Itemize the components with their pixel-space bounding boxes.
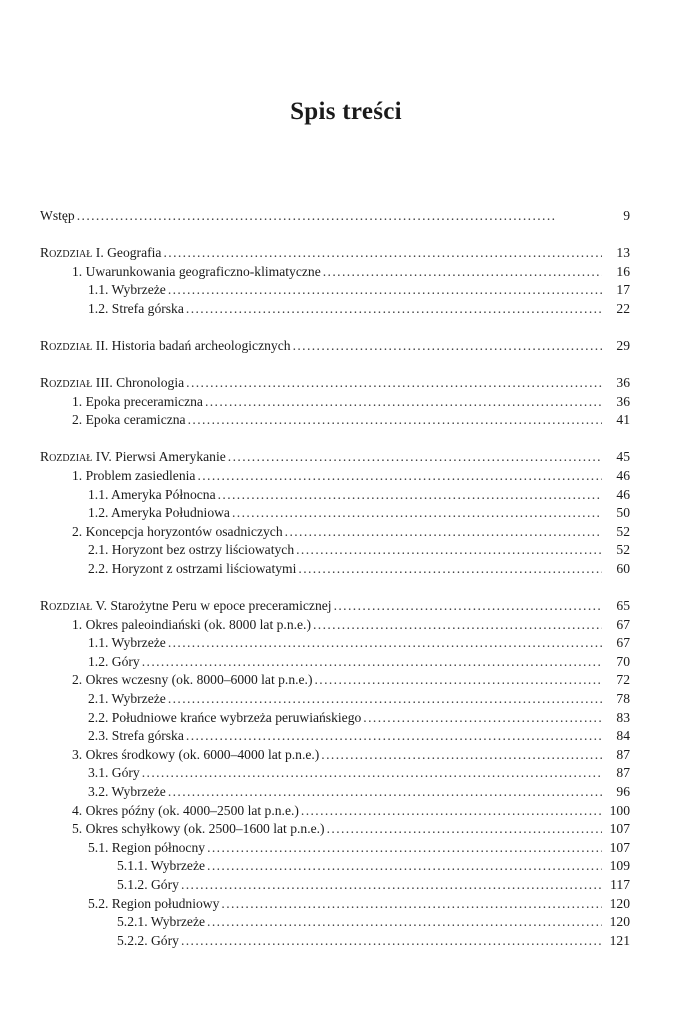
toc-entry-label: Wstęp	[40, 208, 75, 223]
dot-leader	[218, 486, 602, 505]
toc-page-number: 50	[616, 505, 630, 521]
dot-leader	[168, 281, 602, 300]
toc-subsection-entry	[40, 690, 630, 709]
dot-leader	[181, 932, 602, 951]
dot-leader	[186, 727, 602, 746]
toc-page-number: 78	[616, 690, 630, 706]
toc-entry-label: 2.1. Wybrzeże	[88, 690, 166, 706]
dot-leader	[77, 207, 602, 226]
toc-section-entry	[40, 467, 630, 486]
toc-page-number: 36	[616, 393, 630, 409]
toc-chapter-entry	[40, 337, 630, 356]
dot-leader	[168, 634, 602, 653]
toc-subsection-entry	[40, 764, 630, 783]
toc-section-entry	[40, 671, 630, 690]
toc-entry-label: 2.2. Horyzont z ostrzami liściowatymi	[88, 560, 297, 576]
toc-subsection-entry	[40, 486, 630, 505]
toc-subsubsection-entry	[40, 932, 630, 951]
toc-entry-label: 1.1. Ameryka Północna	[88, 486, 216, 502]
toc-entry-label: 5.1.1. Wybrzeże	[117, 858, 206, 874]
toc-page-number: 16	[616, 263, 630, 279]
toc-entry-label: 1.1. Wybrzeże	[88, 282, 166, 298]
toc-subsection-entry	[40, 541, 630, 560]
toc-subsection-entry	[40, 727, 630, 746]
toc-section-entry	[40, 820, 630, 839]
toc-page-number: 65	[616, 598, 630, 613]
toc-page-number: 13	[616, 245, 630, 261]
toc-page-number: 17	[616, 282, 630, 298]
toc-section-entry	[40, 393, 630, 412]
toc-entry-label: 5.1.2. Góry	[117, 876, 179, 892]
toc-subsubsection-entry	[40, 857, 630, 876]
dot-leader	[168, 690, 602, 709]
dot-leader	[293, 337, 602, 356]
toc-page-number: 46	[616, 486, 630, 502]
toc-entry-label: Rozdział III. Chronologia	[40, 375, 185, 391]
toc-entry-label: 2.1. Horyzont bez ostrzy liściowatych	[88, 542, 295, 558]
dot-leader	[205, 393, 602, 412]
toc-chapter-entry	[40, 597, 630, 616]
toc-entry-label: 5.2. Region południowy	[88, 895, 220, 911]
toc-section-entry	[40, 523, 630, 542]
toc-page-number: 84	[616, 728, 630, 744]
dot-leader	[207, 913, 602, 932]
toc-page-number: 121	[609, 932, 630, 948]
toc-subsection-entry	[40, 709, 630, 728]
toc-page-number: 120	[609, 914, 630, 930]
dot-leader	[197, 467, 602, 486]
toc-entry-label: 2. Epoka ceramiczna	[72, 412, 186, 428]
toc-entry-label: Rozdział IV. Pierwsi Amerykanie	[40, 449, 226, 465]
toc-subsection-entry	[40, 300, 630, 319]
toc-page-number: 83	[616, 709, 630, 725]
table-of-contents	[40, 207, 630, 950]
toc-page-number: 72	[616, 672, 630, 688]
toc-subsection-entry	[40, 281, 630, 300]
toc-page-number: 120	[609, 895, 630, 911]
toc-entry-label: 1. Epoka preceramiczna	[72, 393, 203, 409]
toc-entry-label: 5. Okres schyłkowy (ok. 2500–1600 lat p.n.e.)	[72, 821, 325, 837]
toc-page-number: 45	[616, 449, 630, 465]
toc-entry-label: Rozdział I. Geografia	[40, 245, 162, 261]
toc-entry-label: 1.1. Wybrzeże	[88, 635, 166, 651]
toc-subsection-entry	[40, 653, 630, 672]
toc-entry-label: 1.2. Ameryka Południowa	[88, 505, 230, 521]
toc-page-number: 9	[623, 208, 630, 223]
toc-entry-label: 4. Okres późny (ok. 4000–2500 lat p.n.e.)	[72, 802, 299, 818]
toc-entry-label: 5.2.2. Góry	[117, 932, 179, 948]
toc-section-entry	[40, 746, 630, 765]
toc-page-number: 22	[616, 300, 630, 316]
dot-leader	[327, 820, 602, 839]
dot-leader	[207, 857, 602, 876]
toc-page-number: 109	[609, 858, 630, 874]
toc-page-number: 67	[616, 635, 630, 651]
toc-entry-label: Rozdział V. Starożytne Peru w epoce preceramicznej	[40, 598, 332, 613]
toc-entry-label: 5.2.1. Wybrzeże	[117, 914, 206, 930]
toc-page-number: 87	[616, 765, 630, 781]
toc-entry-label: 2.3. Strefa górska	[88, 728, 184, 744]
toc-subsubsection-entry	[40, 913, 630, 932]
toc-page-number: 52	[616, 523, 630, 539]
toc-section-entry	[40, 263, 630, 282]
toc-page-number: 107	[609, 839, 630, 855]
dot-leader	[188, 411, 602, 430]
toc-entry-label: 1.2. Strefa górska	[88, 300, 184, 316]
toc-entry-label: 3. Okres środkowy (ok. 6000–4000 lat p.n.e.)	[72, 746, 320, 762]
dot-leader	[228, 448, 602, 467]
dot-leader	[296, 541, 602, 560]
toc-page-number: 52	[616, 542, 630, 558]
toc-subsection-entry	[40, 504, 630, 523]
dot-leader	[285, 523, 602, 542]
toc-page-number: 96	[616, 783, 630, 799]
toc-entry-label: 1. Problem zasiedlenia	[72, 467, 196, 483]
dot-leader	[163, 244, 602, 263]
page-title: Spis treści	[290, 98, 402, 125]
toc-chapter-entry	[40, 374, 630, 393]
toc-section-entry	[40, 411, 630, 430]
toc-subsection-entry	[40, 560, 630, 579]
toc-entry-label: 1. Okres paleoindiański (ok. 8000 lat p.n.e.)	[72, 616, 311, 632]
dot-leader	[301, 802, 602, 821]
toc-entry-label: 2. Okres wczesny (ok. 8000–6000 lat p.n.e.)	[72, 672, 313, 688]
toc-subsubsection-entry	[40, 876, 630, 895]
dot-leader	[207, 839, 602, 858]
toc-chapter-entry	[40, 244, 630, 263]
toc-entry	[40, 207, 630, 226]
toc-page-number: 60	[616, 560, 630, 576]
dot-leader	[298, 560, 602, 579]
toc-entry-label: 1.2. Góry	[88, 653, 140, 669]
toc-page-number: 87	[616, 746, 630, 762]
toc-subsection-entry	[40, 783, 630, 802]
toc-entry-label: 5.1. Region północny	[88, 839, 206, 855]
dot-leader	[363, 709, 602, 728]
toc-page-number: 41	[616, 412, 630, 428]
toc-entry-label: 2.2. Południowe krańce wybrzeża peruwiańskiego	[88, 709, 362, 725]
dot-leader	[186, 300, 602, 319]
toc-entry-label: 1. Uwarunkowania geograficzno-klimatyczne	[72, 263, 321, 279]
toc-entry-label: Rozdział II. Historia badań archeologicznych	[40, 337, 291, 353]
toc-entry-label: 3.1. Góry	[88, 765, 140, 781]
toc-page-number: 70	[616, 653, 630, 669]
dot-leader	[323, 263, 602, 282]
toc-page-number: 29	[616, 337, 630, 353]
dot-leader	[313, 616, 602, 635]
toc-page-number: 46	[616, 467, 630, 483]
dot-leader	[232, 504, 602, 523]
toc-page-number: 36	[616, 375, 630, 391]
dot-leader	[314, 671, 602, 690]
toc-subsection-entry	[40, 634, 630, 653]
toc-page-number: 117	[610, 876, 630, 892]
dot-leader	[321, 746, 602, 765]
dot-leader	[142, 764, 602, 783]
dot-leader	[186, 374, 602, 393]
toc-entry-label: 3.2. Wybrzeże	[88, 783, 166, 799]
toc-subsection-entry	[40, 839, 630, 858]
dot-leader	[221, 895, 602, 914]
dot-leader	[181, 876, 602, 895]
toc-page-number: 67	[616, 616, 630, 632]
dot-leader	[168, 783, 602, 802]
dot-leader	[142, 653, 602, 672]
toc-section-entry	[40, 802, 630, 821]
toc-page-number: 100	[609, 802, 630, 818]
toc-section-entry	[40, 616, 630, 635]
toc-chapter-entry	[40, 448, 630, 467]
dot-leader	[334, 597, 602, 616]
toc-page-number: 107	[609, 821, 630, 837]
toc-subsection-entry	[40, 895, 630, 914]
toc-entry-label: 2. Koncepcja horyzontów osadniczych	[72, 523, 283, 539]
